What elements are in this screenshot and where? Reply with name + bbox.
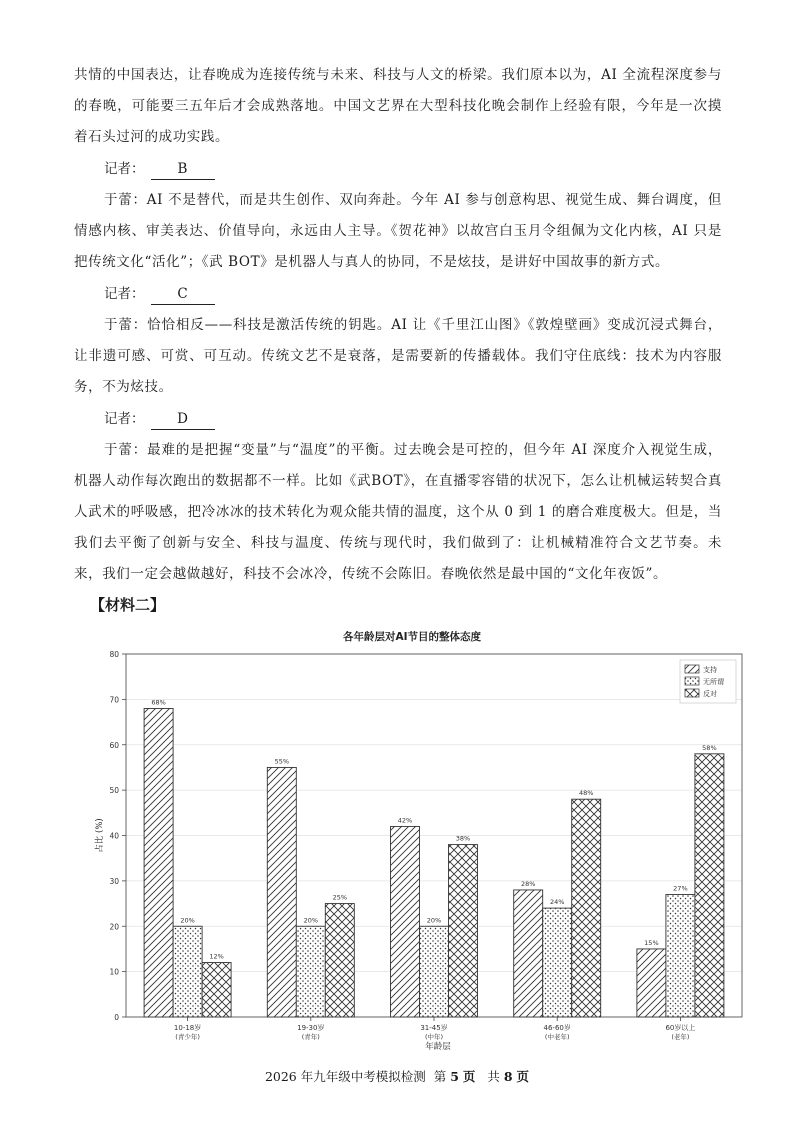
bar-crosshatch [325,904,354,1017]
footer-total-number: 8 [503,1069,513,1084]
y-tick-label: 60 [109,740,119,750]
paragraph-answer-3: 于蕾：最难的是把握“变量”与“温度”的平衡。过去晚会是可控的，但今年 AI 深度介入视觉生成，机器人动作每次跑出的数据都不一样。比如《武BOT》，在直播零容错的状况下，怎么让机械运转契合真人武术的呼吸感，把冷冰冰的技术转化为观众能共情的温度，这个从 0 到 1 的磨合难度极大。但是，当我们去平衡了创新与安全、科技与温度、传统与现代时，我们做到了：让机械精准符合文艺节奏。未来，我们一定会越做越好，科技不会冰冷，传统不会陈旧。春晚依然是最中国的“文化年夜饭”。 [74,442,722,582]
footer-total-unit: 页 [516,1069,530,1084]
answer-blank-c: C [151,284,215,305]
bar-value-label: 28% [520,879,536,888]
bar-value-label: 20% [426,916,442,925]
x-tick-label: 60岁以上 [665,1024,696,1032]
reporter-question-d [104,409,215,430]
bar-value-label: 42% [397,816,413,825]
answer-blank-b: B [151,159,215,180]
y-tick-label: 50 [109,786,119,796]
bar-value-label: 27% [673,884,688,893]
bar-diagonal [267,767,296,1017]
reporter-label: 记者： [104,411,145,427]
reporter-question-c [104,284,215,305]
y-axis-label: 占比 (%) [95,818,105,853]
legend-label: 无所谓 [703,678,724,686]
x-axis-label: 年龄层 [425,1042,451,1052]
page-footer [0,1067,794,1085]
footer-page-number: 5 [450,1069,459,1084]
x-tick-sublabel: (老年) [671,1033,690,1041]
paragraph-answer-2: 于蕾：恰恰相反——科技是激活传统的钥匙。AI 让《千里江山图》《敦煌壁画》变成沉浸式舞台，让非遗可感、可赏、可互动。传统文艺不是衰落，是需要新的传播载体。我们守住底线：技术为内容服务，不为炫技。 [74,317,722,395]
x-tick-label: 46-60岁 [543,1024,571,1032]
bar-dots [543,908,572,1017]
y-tick-label: 20 [109,922,119,932]
legend-label: 反对 [703,690,717,698]
bar-crosshatch [202,963,231,1017]
reporter-label: 记者： [104,286,145,302]
bar-value-label: 24% [549,898,565,907]
section-title: 【材料二】 [90,596,166,614]
footer-total-label: 共 [487,1069,500,1084]
bar-value-label: 25% [332,893,348,902]
paragraph-intro: 共情的中国表达，让春晚成为连接传统与未来、科技与人文的桥梁。我们原本以为，AI 全流程深度参与的春晚，可能要三五年后才会成熟落地。中国文艺界在大型科技化晚会制作上经验有限，今年是一次摸着石头过河的成功实践。 [74,67,722,145]
y-tick-label: 0 [114,1013,119,1022]
bar-value-label: 20% [303,916,319,925]
legend-swatch-dots [685,677,699,685]
answer-blank-d: D [151,409,215,430]
x-tick-sublabel: (青年) [301,1033,320,1041]
bar-diagonal [514,890,543,1017]
x-tick-sublabel: (青少年) [175,1033,200,1041]
footer-page-label: 第 [433,1069,447,1084]
reporter-question-b [104,159,215,180]
bar-dots [296,926,325,1017]
footer-page-unit: 页 [462,1069,476,1084]
attitude-bar-chart [74,622,754,1054]
x-tick-label: 19-30岁 [297,1024,325,1032]
y-tick-label: 30 [109,876,119,886]
reporter-label: 记者： [104,161,145,177]
bar-crosshatch [695,754,724,1017]
y-tick-label: 10 [109,967,119,977]
x-tick-sublabel: (中老年) [544,1033,570,1041]
footer-exam-name: 2026 年九年级中考模拟检测 [264,1069,426,1084]
bar-crosshatch [572,799,601,1017]
legend-swatch-diagonal [685,665,699,673]
x-tick-sublabel: (中年) [424,1033,444,1041]
y-tick-label: 80 [109,650,119,659]
bar-value-label: 20% [180,916,195,925]
bar-dots [666,894,695,1017]
chart-title: 各年龄层对AI节目的整体态度 [342,631,482,643]
bar-value-label: 12% [209,952,224,961]
y-tick-label: 40 [109,831,119,841]
bar-dots [420,926,449,1017]
bar-dots [173,926,202,1017]
bar-value-label: 15% [644,938,659,947]
y-tick-label: 70 [109,695,119,705]
x-tick-label: 31-45岁 [420,1024,448,1032]
bar-diagonal [391,826,420,1017]
bar-crosshatch [449,845,478,1017]
bar-diagonal [637,949,666,1017]
legend-label: 支持 [703,666,717,674]
bar-value-label: 55% [274,757,290,766]
x-tick-label: 10-18岁 [173,1024,202,1032]
legend-swatch-crosshatch [685,689,699,697]
bar-diagonal [144,708,173,1017]
bar-value-label: 48% [578,789,594,798]
bar-value-label: 38% [455,834,471,843]
paragraph-answer-1: 于蕾：AI 不是替代，而是共生创作、双向奔赴。今年 AI 参与创意构思、视觉生成、舞台调度，但情感内核、审美表达、价值导向，永远由人主导。《贺花神》以故宫白玉月令组佩为文化内核，AI 只是把传统文化“活化”；《武 BOT》是机器人与真人的协同，不是炫技，是讲好中国故事的新方式。 [74,192,722,270]
bar-value-label: 58% [702,743,717,752]
bar-value-label: 68% [151,698,166,707]
